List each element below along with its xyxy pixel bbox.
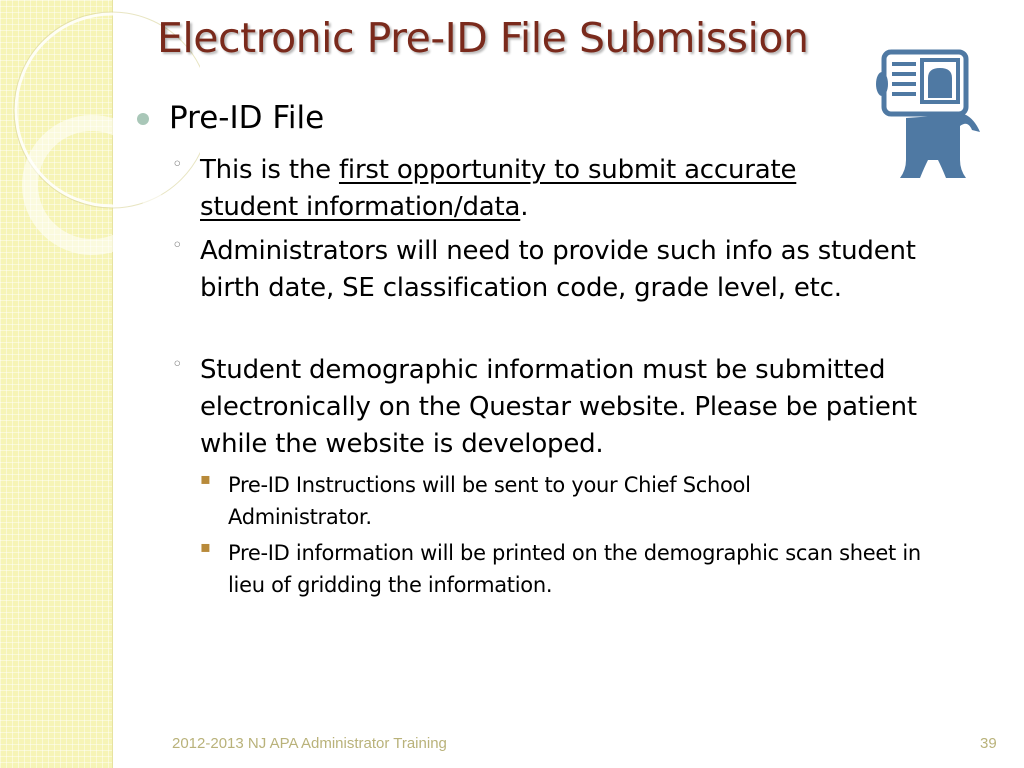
sub-bullet-text: Student demographic information must be submitted electronically on the Questar website. Please be patient while the website is developed. <box>200 355 917 459</box>
hollow-bullet-icon: ◦ <box>172 154 183 175</box>
small-square-bullet-icon: ▪ <box>200 469 211 488</box>
bullet-text: Pre-ID File <box>169 100 325 136</box>
page-number: 39 <box>980 735 997 752</box>
bullet-dot-icon <box>137 113 149 125</box>
sub-sub-bullet-text: Pre-ID Instructions will be sent to your Chief School Administrator. <box>228 473 751 529</box>
slide-title: Electronic Pre-ID File Submission <box>157 14 809 62</box>
sub-bullet-post: . <box>520 192 529 222</box>
underlined-emphasis: first opportunity to submit accurate student information/data <box>200 155 797 222</box>
sub-bullet-text <box>200 152 890 226</box>
sub-bullet-pre: This is the <box>200 155 339 185</box>
id-card-person-icon <box>876 48 988 183</box>
footer-text: 2012-2013 NJ APA Administrator Training <box>172 735 447 752</box>
small-square-bullet-icon: ▪ <box>200 537 211 556</box>
hollow-bullet-icon: ◦ <box>172 354 183 375</box>
sub-sub-bullet-text: Pre-ID information will be printed on the demographic scan sheet in lieu of gridding the information. <box>228 541 921 597</box>
sub-bullet-text: Administrators will need to provide such info as student birth date, SE classification code, grade level, etc. <box>200 236 916 303</box>
hollow-bullet-icon: ◦ <box>172 235 183 256</box>
